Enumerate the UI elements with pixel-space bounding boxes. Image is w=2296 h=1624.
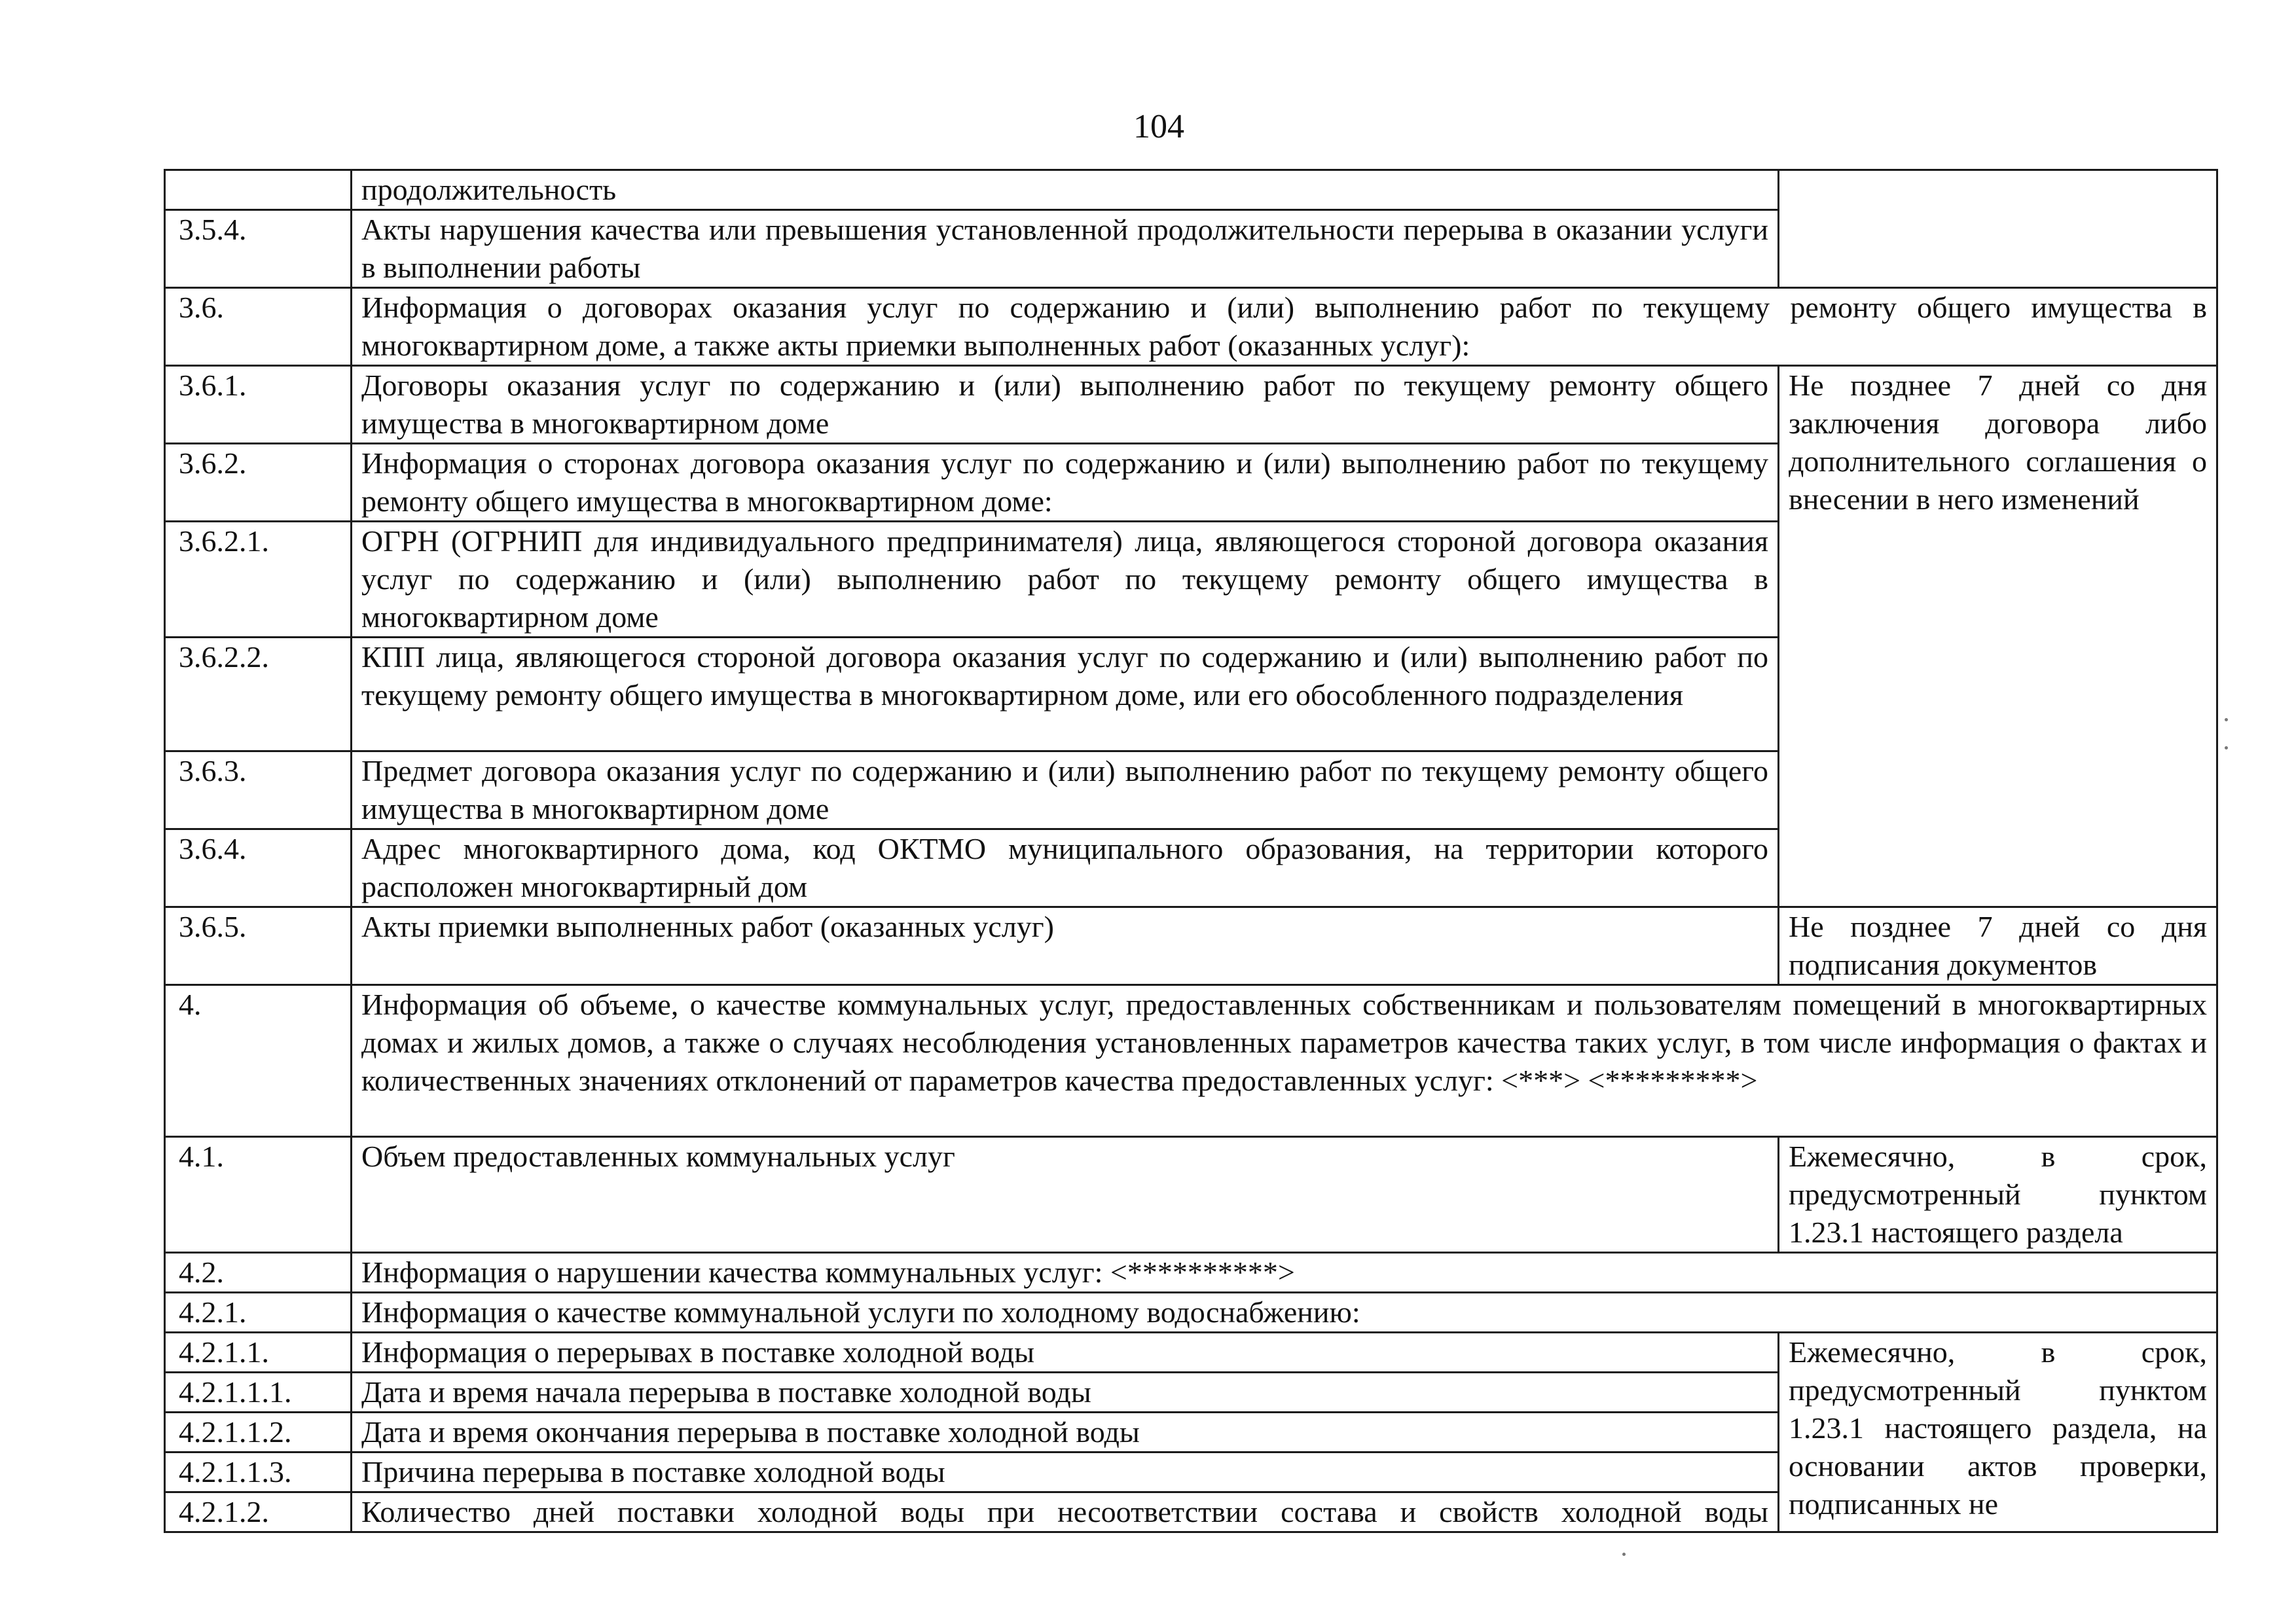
row-number: 4.2.	[165, 1253, 352, 1293]
row-number: 4.2.1.1.	[165, 1333, 352, 1373]
row-text: Дата и время окончания перерыва в поставке холодной воды	[352, 1413, 1779, 1453]
scan-speck	[2225, 746, 2228, 749]
row-number: 3.6.2.	[165, 444, 352, 522]
row-text: Причина перерыва в поставке холодной воды	[352, 1453, 1779, 1492]
row-text: КПП лица, являющегося стороной договора оказания услуг по содержанию и (или) выполнению работ по текущему ремонту общего имущества в многоквартирном доме, или его обособленного подразделения	[352, 638, 1779, 751]
row-text: Количество дней поставки холодной воды при несоответствии состава и свойств холодной воды	[352, 1492, 1779, 1532]
row-text: ОГРН (ОГРНИП для индивидуального предпринимателя) лица, являющегося стороной договора оказания услуг по содержанию и (или) выполнению работ по текущему ремонту общего имущества в многоквартирном доме	[352, 522, 1779, 638]
row-text: Адрес многоквартирного дома, код ОКТМО муниципального образования, на территории которого расположен многоквартирный дом	[352, 829, 1779, 907]
row-text: Договоры оказания услуг по содержанию и (или) выполнению работ по текущему ремонту общего имущества в многоквартирном доме	[352, 366, 1779, 444]
row-text: Информация о перерывах в поставке холодной воды	[352, 1333, 1779, 1373]
row-number: 4.2.1.2.	[165, 1492, 352, 1532]
row-number: 3.6.2.1.	[165, 522, 352, 638]
row-number: 4.2.1.1.3.	[165, 1453, 352, 1492]
table-row	[165, 907, 2217, 985]
deadline-cell: Не позднее 7 дней со дня подписания документов	[1779, 907, 2217, 985]
table-row	[165, 170, 2217, 210]
table-row	[165, 1333, 2217, 1373]
row-number: 3.6.3.	[165, 751, 352, 829]
table-row	[165, 1293, 2217, 1333]
scan-speck	[1622, 1553, 1626, 1556]
row-text: Предмет договора оказания услуг по содержанию и (или) выполнению работ по текущему ремонту общего имущества в многоквартирном доме	[352, 751, 1779, 829]
row-number: 3.6.5.	[165, 907, 352, 985]
table-row	[165, 366, 2217, 444]
row-text: Информация о качестве коммунальной услуги по холодному водоснабжению:	[352, 1293, 2217, 1333]
requirements-table	[164, 169, 2218, 1533]
row-number: 3.6.1.	[165, 366, 352, 444]
table-row	[165, 288, 2217, 366]
row-number: 3.6.	[165, 288, 352, 366]
deadline-cell: Ежемесячно, в срок, предусмотренный пунктом 1.23.1 настоящего раздела, на основании актов проверки, подписанных не	[1779, 1333, 2217, 1532]
table-row	[165, 985, 2217, 1137]
row-text: Информация об объеме, о качестве коммунальных услуг, предоставленных собственникам и пользователям помещений в многоквартирных домах и жилых домов, а также о случаях несоблюдения установленных параметров качества таких услуг, в том числе информация о фактах и количественных значениях отклонений от параметров качества предоставленных услуг: <***> <*********>	[352, 985, 2217, 1137]
row-number: 3.6.2.2.	[165, 638, 352, 751]
row-text: Информация о нарушении качества коммунальных услуг: <**********>	[352, 1253, 2217, 1293]
table-row	[165, 1137, 2217, 1253]
deadline-cell: Ежемесячно, в срок, предусмотренный пунктом 1.23.1 настоящего раздела	[1779, 1137, 2217, 1253]
row-text: Объем предоставленных коммунальных услуг	[352, 1137, 1779, 1253]
row-number: 4.2.1.	[165, 1293, 352, 1333]
row-number: 4.2.1.1.2.	[165, 1413, 352, 1453]
row-text: Дата и время начала перерыва в поставке холодной воды	[352, 1373, 1779, 1413]
row-text: Акты приемки выполненных работ (оказанных услуг)	[352, 907, 1779, 985]
row-text: продолжительность	[352, 170, 1779, 210]
row-number: 4.1.	[165, 1137, 352, 1253]
deadline-cell	[1779, 170, 2217, 288]
row-text: Акты нарушения качества или превышения установленной продолжительности перерыва в оказании услуги в выполнении работы	[352, 210, 1779, 288]
row-text: Информация о договорах оказания услуг по содержанию и (или) выполнению работ по текущему ремонту общего имущества в многоквартирном доме, а также акты приемки выполненных работ (оказанных услуг):	[352, 288, 2217, 366]
page-number: 104	[1133, 108, 1184, 145]
row-number	[165, 170, 352, 210]
row-text: Информация о сторонах договора оказания услуг по содержанию и (или) выполнению работ по текущему ремонту общего имущества в многоквартирном доме:	[352, 444, 1779, 522]
row-number: 3.5.4.	[165, 210, 352, 288]
scan-speck	[2225, 718, 2228, 721]
row-number: 4.	[165, 985, 352, 1137]
row-number: 3.6.4.	[165, 829, 352, 907]
deadline-cell: Не позднее 7 дней со дня заключения договора либо дополнительного соглашения о внесении в него изменений	[1779, 366, 2217, 907]
table-row	[165, 1253, 2217, 1293]
row-number: 4.2.1.1.1.	[165, 1373, 352, 1413]
